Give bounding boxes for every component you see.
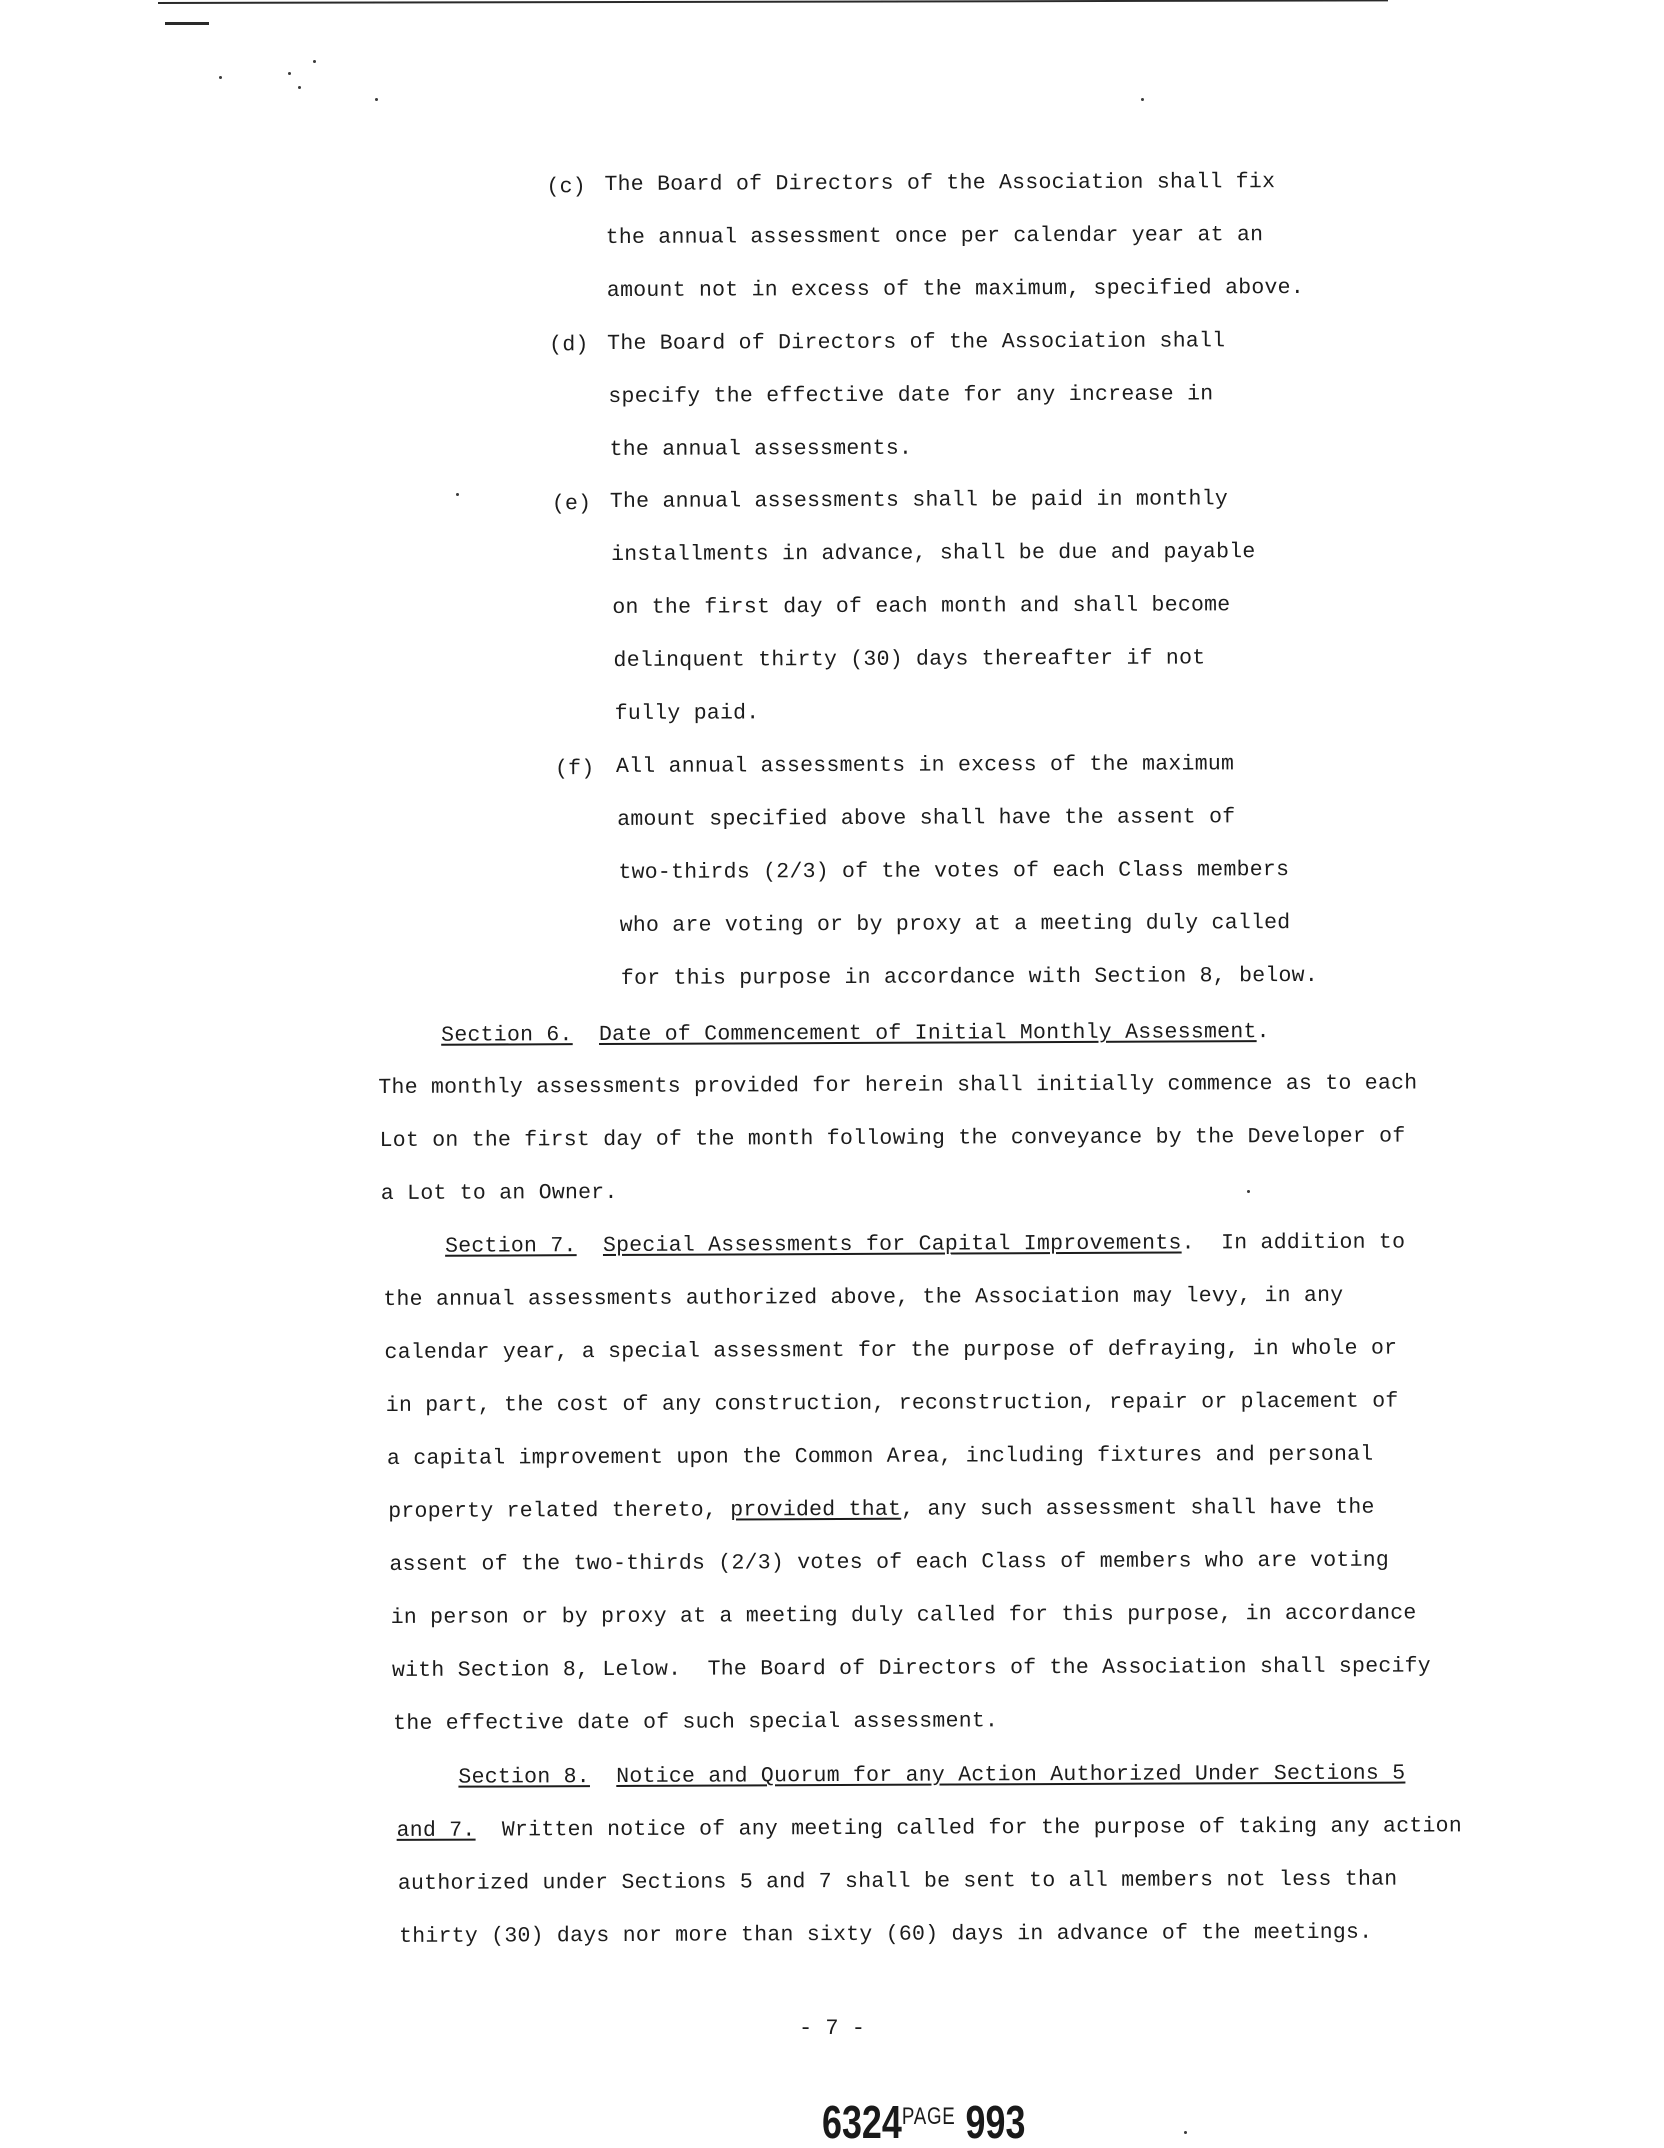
item-f-line-5: for this purpose in accordance with Section 8, below. bbox=[620, 963, 1319, 991]
stamp-book-number: 6324 bbox=[822, 2096, 902, 2148]
section-8-label: Section 8. bbox=[458, 1765, 590, 1790]
item-e-line-5: fully paid. bbox=[614, 701, 760, 726]
section-8-line-1-post: Written notice of any meeting called for the purpose of taking any action bbox=[475, 1814, 1463, 1843]
section-7-line-8: with Section 8, Lelow. The Board of Directors of the Association shall specify bbox=[391, 1654, 1432, 1683]
item-d-line-1: The Board of Directors of the Association shall bbox=[607, 329, 1226, 357]
item-f-line-2: amount specified above shall have the assent of bbox=[617, 805, 1236, 832]
page-number: - 7 - bbox=[798, 2016, 865, 2041]
item-d-line-2: specify the effective date for any increase in bbox=[608, 382, 1214, 409]
section-6-heading-line bbox=[441, 1018, 1270, 1050]
section-6-label: Section 6. bbox=[441, 1023, 573, 1048]
section-8-line-3: thirty (30) days nor more than sixty (60) days in advance of the meetings. bbox=[399, 1920, 1373, 1949]
item-c-line-1: The Board of Directors of the Association shall fix bbox=[604, 170, 1276, 198]
section-6-title: Date of Commencement of Initial Monthly Assessment bbox=[598, 1020, 1257, 1048]
section-7-line-6: assent of the two-thirds (2/3) votes of each Class of members who are voting bbox=[389, 1548, 1390, 1577]
section-7-title: Special Assessments for Capital Improvements bbox=[602, 1231, 1182, 1259]
section-7-line-4: a capital improvement upon the Common Area, including fixtures and personal bbox=[386, 1442, 1374, 1471]
item-d-line-3: the annual assessments. bbox=[609, 436, 913, 462]
section-8-title: Notice and Quorum for any Action Authorized Under Sections 5 bbox=[616, 1761, 1406, 1789]
section-7-provided-that: provided that bbox=[730, 1497, 902, 1523]
section-7-line-5-post: , any such assessment shall have the bbox=[901, 1495, 1375, 1522]
item-e-line-3: on the first day of each month and shall become bbox=[612, 593, 1231, 620]
item-e-line-4: delinquent thirty (30) days thereafter if not bbox=[613, 646, 1206, 673]
section-7-line-2: calendar year, a special assessment for the purpose of defraying, in whole or bbox=[384, 1336, 1398, 1365]
section-7-line-5-pre: property related thereto, bbox=[388, 1498, 731, 1524]
section-6-line-2: Lot on the first day of the month following the conveyance by the Developer of bbox=[379, 1124, 1406, 1154]
item-f-line-4: who are voting or by proxy at a meeting duly called bbox=[619, 911, 1291, 938]
section-7-title-end: . In addition to bbox=[1181, 1230, 1406, 1256]
section-7-line-1: the annual assessments authorized above, the Association may levy, in any bbox=[383, 1283, 1344, 1312]
item-d-label: (d) bbox=[549, 333, 589, 358]
item-e-line-2: installments in advance, shall be due and payable bbox=[611, 540, 1256, 567]
section-6-title-end: . bbox=[1256, 1020, 1270, 1045]
item-f-line-1: All annual assessments in excess of the maximum bbox=[615, 752, 1235, 779]
item-c-line-2: the annual assessment once per calendar year at an bbox=[605, 223, 1264, 251]
item-c-label: (c) bbox=[546, 175, 586, 200]
book-page-stamp bbox=[822, 2092, 1025, 2147]
section-8-line-2: authorized under Sections 5 and 7 shall be sent to all members not less than bbox=[397, 1867, 1398, 1896]
item-f-label: (f) bbox=[554, 757, 595, 782]
item-e-line-1: The annual assessments shall be paid in monthly bbox=[609, 487, 1229, 514]
item-f-line-3: two-thirds (2/3) of the votes of each Class members bbox=[618, 858, 1290, 885]
section-8-title-cont: and 7. bbox=[396, 1818, 476, 1843]
section-7-heading-line bbox=[445, 1229, 1405, 1261]
item-e-label: (e) bbox=[551, 492, 592, 517]
stamp-page-number: 993 bbox=[965, 2096, 1026, 2148]
section-6-line-3: a Lot to an Owner. bbox=[380, 1180, 618, 1206]
section-8-heading-line bbox=[458, 1760, 1405, 1792]
section-7-label: Section 7. bbox=[445, 1234, 577, 1259]
section-7-line-3: in part, the cost of any construction, reconstruction, repair or placement of bbox=[385, 1389, 1399, 1418]
section-6-line-1: The monthly assessments provided for herein shall initially commence as to each bbox=[378, 1071, 1418, 1101]
section-8-line-1 bbox=[397, 1812, 1462, 1845]
stamp-page-word: PAGE bbox=[901, 2103, 956, 2130]
item-c-line-3: amount not in excess of the maximum, specified above. bbox=[606, 275, 1305, 304]
section-7-line-5 bbox=[388, 1494, 1375, 1526]
section-7-line-9: the effective date of such special assessment. bbox=[393, 1709, 999, 1736]
section-7-line-7: in person or by proxy at a meeting duly called for this purpose, in accordance bbox=[390, 1601, 1417, 1630]
